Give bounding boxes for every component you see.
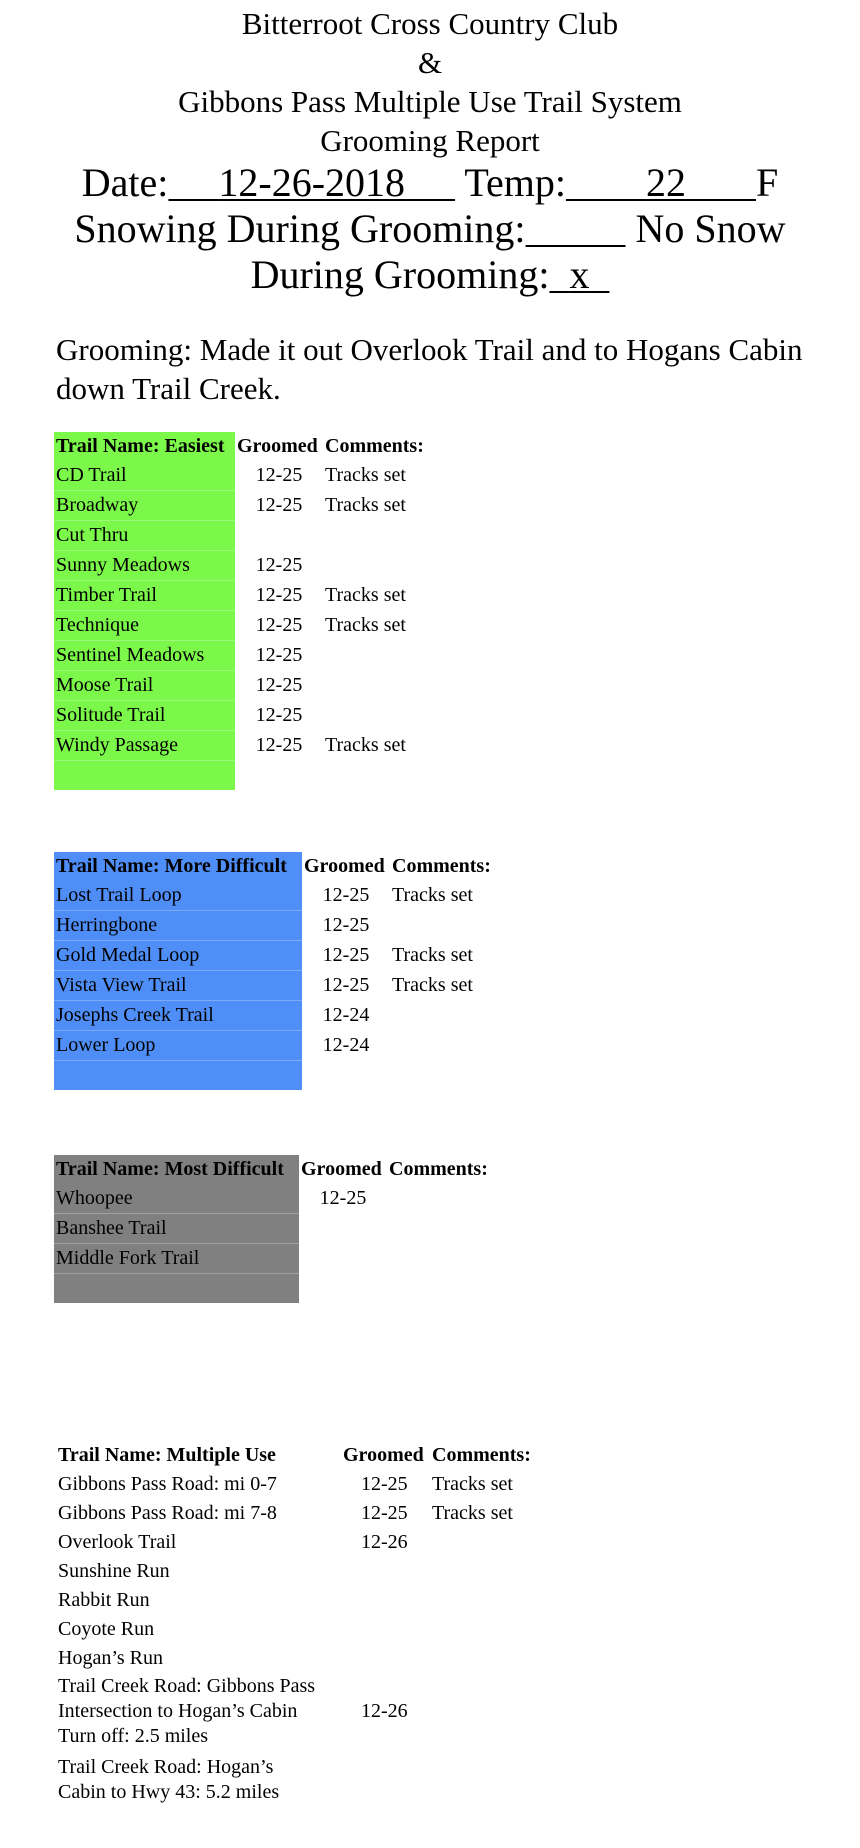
trail-comment [387,1244,490,1274]
snowing-line [0,206,860,252]
groomed-date: 12-25 [322,914,370,936]
club-name: Bitterroot Cross Country Club [241,6,619,41]
groomed-date: 12-26 [361,1531,408,1553]
date-temp-line [0,160,860,206]
trail-name: Technique [54,611,235,641]
trail-system-name: Gibbons Pass Multiple Use Trail System [178,84,682,119]
no-snow-label-2: During Grooming: [250,252,550,297]
comments-header: Comments: [392,855,491,877]
trail-name: Lower Loop [54,1031,302,1061]
groomed-date: 12-25 [255,674,303,696]
groomed-header: Groomed [237,435,318,457]
groomed-date: 12-25 [322,884,370,907]
groomed-date: 12-25 [255,734,303,756]
trail-name: Timber Trail [54,581,235,611]
trail-name-line: Turn off: 2.5 miles [58,1725,209,1747]
table-row-empty [54,1274,490,1304]
more-difficult-title: Trail Name: More Difficult [54,852,302,881]
trail-comment [387,1214,490,1244]
trail-comment: Tracks set [325,494,406,516]
trail-comment: Tracks set [392,884,473,907]
empty-cell [54,1274,299,1304]
table-row [54,551,426,581]
groomed-date: 12-25 [255,494,303,516]
trail-name: Coyote Run [58,1618,155,1640]
trail-comment [323,641,426,671]
trail-name: Sunshine Run [58,1560,170,1582]
easiest-title: Trail Name: Easiest [54,432,235,461]
trail-name: Josephs Creek Trail [54,1001,302,1031]
trail-comment: Tracks set [325,614,406,636]
table-row [54,1244,490,1274]
trail-comment [323,521,426,551]
trail-comment [390,911,493,941]
table-row [54,1031,493,1061]
groomed-header: Groomed [301,1158,382,1180]
table-row [54,641,426,671]
table-row [54,971,493,1001]
trail-name: Banshee Trail [54,1214,299,1244]
trail-name: Vista View Trail [54,971,302,1001]
empty-cell [54,1061,302,1091]
table-row [54,911,493,941]
groomed-date: 12-25 [255,704,303,726]
groomed-header: Groomed [304,855,385,877]
groomed-date: 12-25 [322,974,370,996]
trail-name: Solitude Trail [54,701,235,731]
groomed-date [299,1244,387,1274]
trail-comment: Tracks set [432,1473,513,1495]
temp-unit: F [755,160,779,205]
no-snow-label-1: No Snow [635,206,786,251]
grooming-summary: Grooming: Made it out Overlook Trail and to Hogans Cabin down Trail Creek. [56,332,803,406]
trail-name: Sunny Meadows [54,551,235,581]
trail-name: Cut Thru [54,521,235,551]
multiple-use-title: Trail Name: Multiple Use [58,1444,276,1466]
groomed-date: 12-25 [255,644,303,666]
table-row [54,461,426,491]
comments-header: Comments: [389,1158,488,1180]
trail-name: Middle Fork Trail [54,1244,299,1274]
groomed-date: 12-25 [319,1187,367,1210]
trail-comment [323,701,426,731]
comments-header: Comments: [325,435,424,457]
more-difficult-trails-table [54,852,493,1090]
table-row [54,521,426,551]
table-row [54,581,426,611]
table-row [54,731,426,761]
trail-comment [323,671,426,701]
table-row [54,701,426,731]
trail-name: Gold Medal Loop [54,941,302,971]
groomed-date [235,521,323,551]
snowing-label: Snowing During Grooming: [74,206,526,251]
trail-comment: Tracks set [325,734,406,756]
table-row [54,491,426,521]
groomed-date: 12-25 [255,614,303,636]
date-label: Date: [81,160,169,205]
table-row [54,881,493,911]
trail-comment: Tracks set [392,974,473,996]
comments-header: Comments: [432,1444,531,1466]
most-difficult-title: Trail Name: Most Difficult [54,1155,299,1184]
trail-name: Whoopee [54,1184,299,1214]
trail-name-line: Trail Creek Road: Gibbons Pass [58,1675,316,1697]
table-row [54,1214,490,1244]
date-value: 12-26-2018 [218,160,406,205]
trail-name: Lost Trail Loop [54,881,302,911]
trail-comment [387,1184,490,1214]
report-header [0,4,860,298]
table-row [54,1001,493,1031]
table-row [54,611,426,641]
most-difficult-trails-table [54,1155,490,1303]
temp-value: 22 [645,160,686,205]
trail-name-line: Intersection to Hogan’s Cabin [58,1700,298,1722]
trail-comment [323,551,426,581]
table-row-empty [54,1061,493,1091]
groomed-header: Groomed [343,1444,424,1466]
groomed-date: 12-24 [322,1004,370,1026]
groomed-date: 12-24 [322,1034,370,1056]
no-snow-value: x [569,252,590,297]
trail-name: Rabbit Run [58,1589,150,1611]
trail-name: Sentinel Meadows [54,641,235,671]
table-row [54,941,493,971]
table-row [54,671,426,701]
groomed-date [299,1214,387,1244]
trail-name: CD Trail [54,461,235,491]
trail-comment: Tracks set [392,944,473,966]
no-snow-line [0,252,860,298]
groomed-date: 12-26 [361,1700,408,1722]
groomed-date: 12-25 [255,554,303,576]
table-row-empty [54,761,426,791]
temp-label: Temp: [464,160,566,205]
trail-comment [390,1001,493,1031]
groomed-date: 12-25 [322,944,370,966]
trail-name: Gibbons Pass Road: mi 7-8 [58,1502,277,1524]
trail-name-line: Cabin to Hwy 43: 5.2 miles [58,1781,280,1803]
groomed-date: 12-25 [255,584,303,606]
trail-comment: Tracks set [325,464,406,487]
groomed-date: 12-25 [255,464,303,487]
trail-name-line: Trail Creek Road: Hogan’s [58,1756,274,1778]
easiest-trails-table [54,432,426,790]
groomed-date: 12-25 [361,1502,408,1524]
trail-name: Hogan’s Run [58,1647,163,1669]
trail-comment: Tracks set [325,584,406,606]
trail-name: Overlook Trail [58,1531,177,1553]
table-row [54,1184,490,1214]
report-title: Grooming Report [320,123,540,158]
trail-comment: Tracks set [432,1502,513,1524]
empty-cell [54,761,235,791]
trail-name: Windy Passage [54,731,235,761]
trail-name: Broadway [54,491,235,521]
trail-name: Moose Trail [54,671,235,701]
trail-comment [390,1031,493,1061]
groomed-date: 12-25 [361,1473,408,1495]
ampersand: & [417,45,443,80]
trail-name: Gibbons Pass Road: mi 0-7 [58,1473,277,1495]
trail-name: Herringbone [54,911,302,941]
